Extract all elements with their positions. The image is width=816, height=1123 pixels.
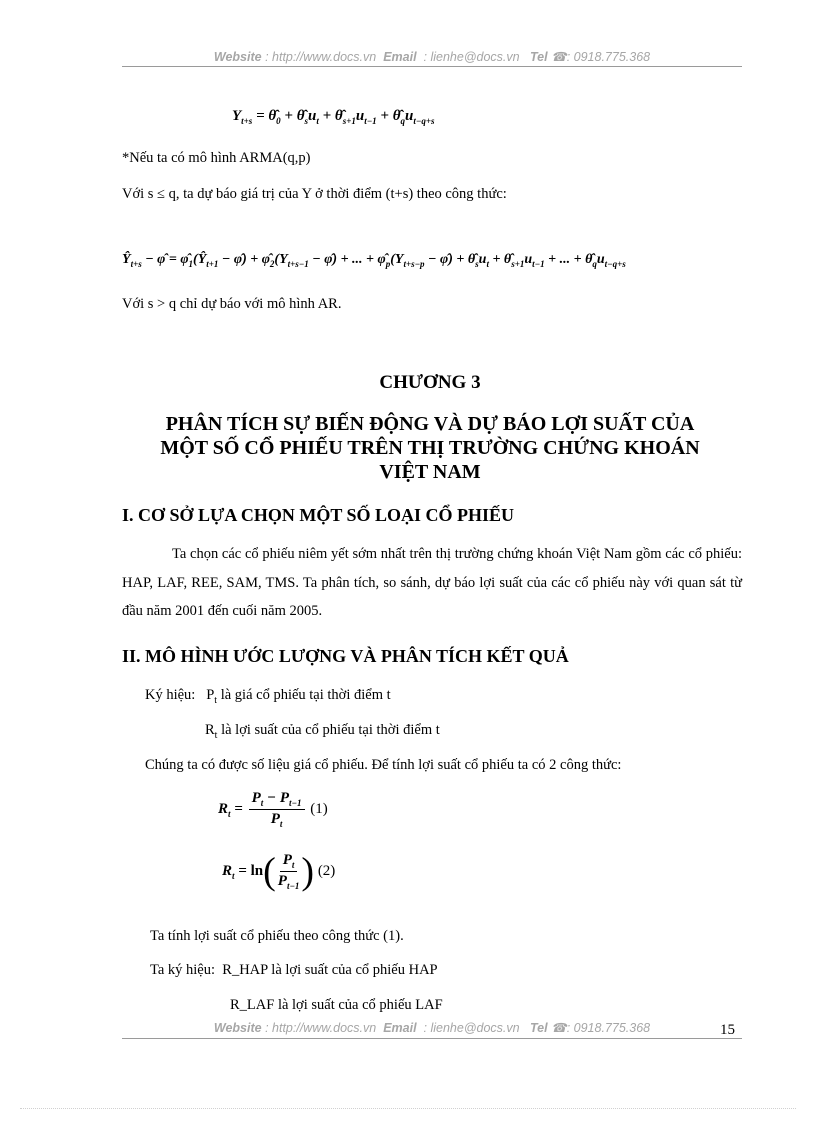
- formula-2-label: (2): [317, 862, 336, 879]
- chapter-title-line-1: PHÂN TÍCH SỰ BIẾN ĐỘNG VÀ DỰ BÁO LỢI SUẤT CỦA: [165, 413, 695, 435]
- header-website-value[interactable]: : http://www.docs.vn: [265, 50, 377, 64]
- notation-r-text: là lợi suất của cổ phiếu tại thời điểm t: [221, 722, 440, 738]
- formula-2: $R_t = \ln$( $\frac{P_t}{P_{t-1}}$ ) (2): [222, 850, 336, 893]
- page-edge-dotted-line: [20, 1108, 796, 1109]
- footer-tel-value: : 0918.775.368: [566, 1021, 651, 1035]
- chapter-number: CHƯƠNG 3: [379, 372, 481, 393]
- page-footer: [122, 1020, 742, 1035]
- section-2-heading: II. MÔ HÌNH ƯỚC LƯỢNG VÀ PHÂN TÍCH KẾT QUẢ: [122, 646, 569, 666]
- formula-1-label: (1): [310, 800, 328, 817]
- footer-tel-label: Tel: [530, 1021, 548, 1035]
- r-laf-text: R_LAF là lợi suất của cổ phiếu LAF: [230, 997, 443, 1013]
- footer-email-value[interactable]: : lienhe@docs.vn: [423, 1021, 520, 1035]
- r-hap-text: R_HAP là lợi suất của cổ phiếu HAP: [222, 962, 438, 978]
- header-email-label: Email: [383, 50, 417, 64]
- formula-1-fraction: $\frac{P_t - P_{t-1}}{P_t}$: [249, 790, 305, 829]
- s-le-q-text: Với s ≤ q, ta dự báo giá trị của Y ở thời điểm (t+s) theo công thức:: [122, 186, 507, 202]
- footer-rule: [122, 1038, 742, 1039]
- page-number: 15: [720, 1022, 735, 1038]
- formula-2-fraction: $\frac{P_t}{P_{t-1}}$: [277, 852, 300, 891]
- footer-email-label: Email: [383, 1021, 417, 1035]
- notation-line-p: Ký hiệu: $P_t$ là giá cổ phiếu tại thời điểm t: [145, 687, 391, 706]
- chapter-title-line-3: VIỆT NAM: [379, 461, 481, 483]
- arma-intro-text: *Nếu ta có mô hình ARMA(q,p): [122, 150, 311, 166]
- page-header: [122, 49, 742, 64]
- footer-phone-icon: ☎: [551, 1021, 567, 1035]
- section-1-paragraph: Ta chọn các cổ phiếu niêm yết sớm nhất trên thị trường chứng khoán Việt Nam gồm các cổ phiếu: HAP, LAF, REE, SAM, TMS. Ta phân tích, so sánh, dự báo lợi suất của các cổ phiếu này với quan sát từ đầu năm 2001 đến cuối năm 2005.: [122, 546, 742, 619]
- notation-p-text: là giá cổ phiếu tại thời điểm t: [220, 687, 391, 703]
- phone-icon: ☎: [551, 50, 567, 64]
- compute-line: Ta tính lợi suất cổ phiếu theo công thức (1).: [150, 928, 404, 944]
- header-rule: [122, 66, 742, 67]
- chapter-title-line-2: MỘT SỐ CỔ PHIẾU TRÊN THỊ TRƯỜNG CHỨNG KHOÁN: [160, 437, 700, 459]
- footer-website-value[interactable]: : http://www.docs.vn: [265, 1021, 377, 1035]
- data-line: Chúng ta có được số liệu giá cổ phiếu. Để tính lợi suất cổ phiếu ta có 2 công thức:: [145, 757, 622, 773]
- formula-1: $R_t$ = $\frac{P_t - P_{t-1}}{P_t}$ (1): [218, 790, 328, 829]
- header-email-value[interactable]: : lienhe@docs.vn: [423, 50, 520, 64]
- section-1-heading: I. CƠ SỞ LỰA CHỌN MỘT SỐ LOẠI CỔ PHIẾU: [122, 505, 515, 525]
- notation2-line: [150, 962, 438, 979]
- footer-website-label: Website: [213, 1021, 262, 1035]
- equation-arma-forecast: $Ŷ_{t+s}$ − φ̂ = $\varphî_1(Ŷ_{t+1}$ − φ̂) + $\varphî_2(Y_{t+s-1}$ − φ̂) + ... + $\varphî_p(Y_{t+s-p}$ − φ̂) + $\thetâ_su_t$ + $\thetâ_{s+1}u_{t-1}$ + ... + $\thetâ_qu_{t-q+s}$: [122, 252, 626, 269]
- notation-line-r: $R_t$ là lợi suất của cổ phiếu tại thời điểm t: [205, 722, 440, 741]
- s-gt-q-text: Với s > q chỉ dự báo với mô hình AR.: [122, 296, 342, 312]
- equation-ma-forecast: $Y_{t+s}$ = $\thetâ_0$ + $\thetâ_su_t$ + $\thetâ_{s+1}u_{t-1}$ + $\thetâ_qu_{t-q+s}$: [232, 108, 435, 126]
- notation2-label: Ta ký hiệu:: [150, 962, 216, 978]
- header-website-label: Website: [213, 50, 262, 64]
- notation-label: Ký hiệu:: [145, 687, 196, 703]
- header-tel-label: Tel: [530, 50, 548, 64]
- header-tel-value: : 0918.775.368: [566, 50, 651, 64]
